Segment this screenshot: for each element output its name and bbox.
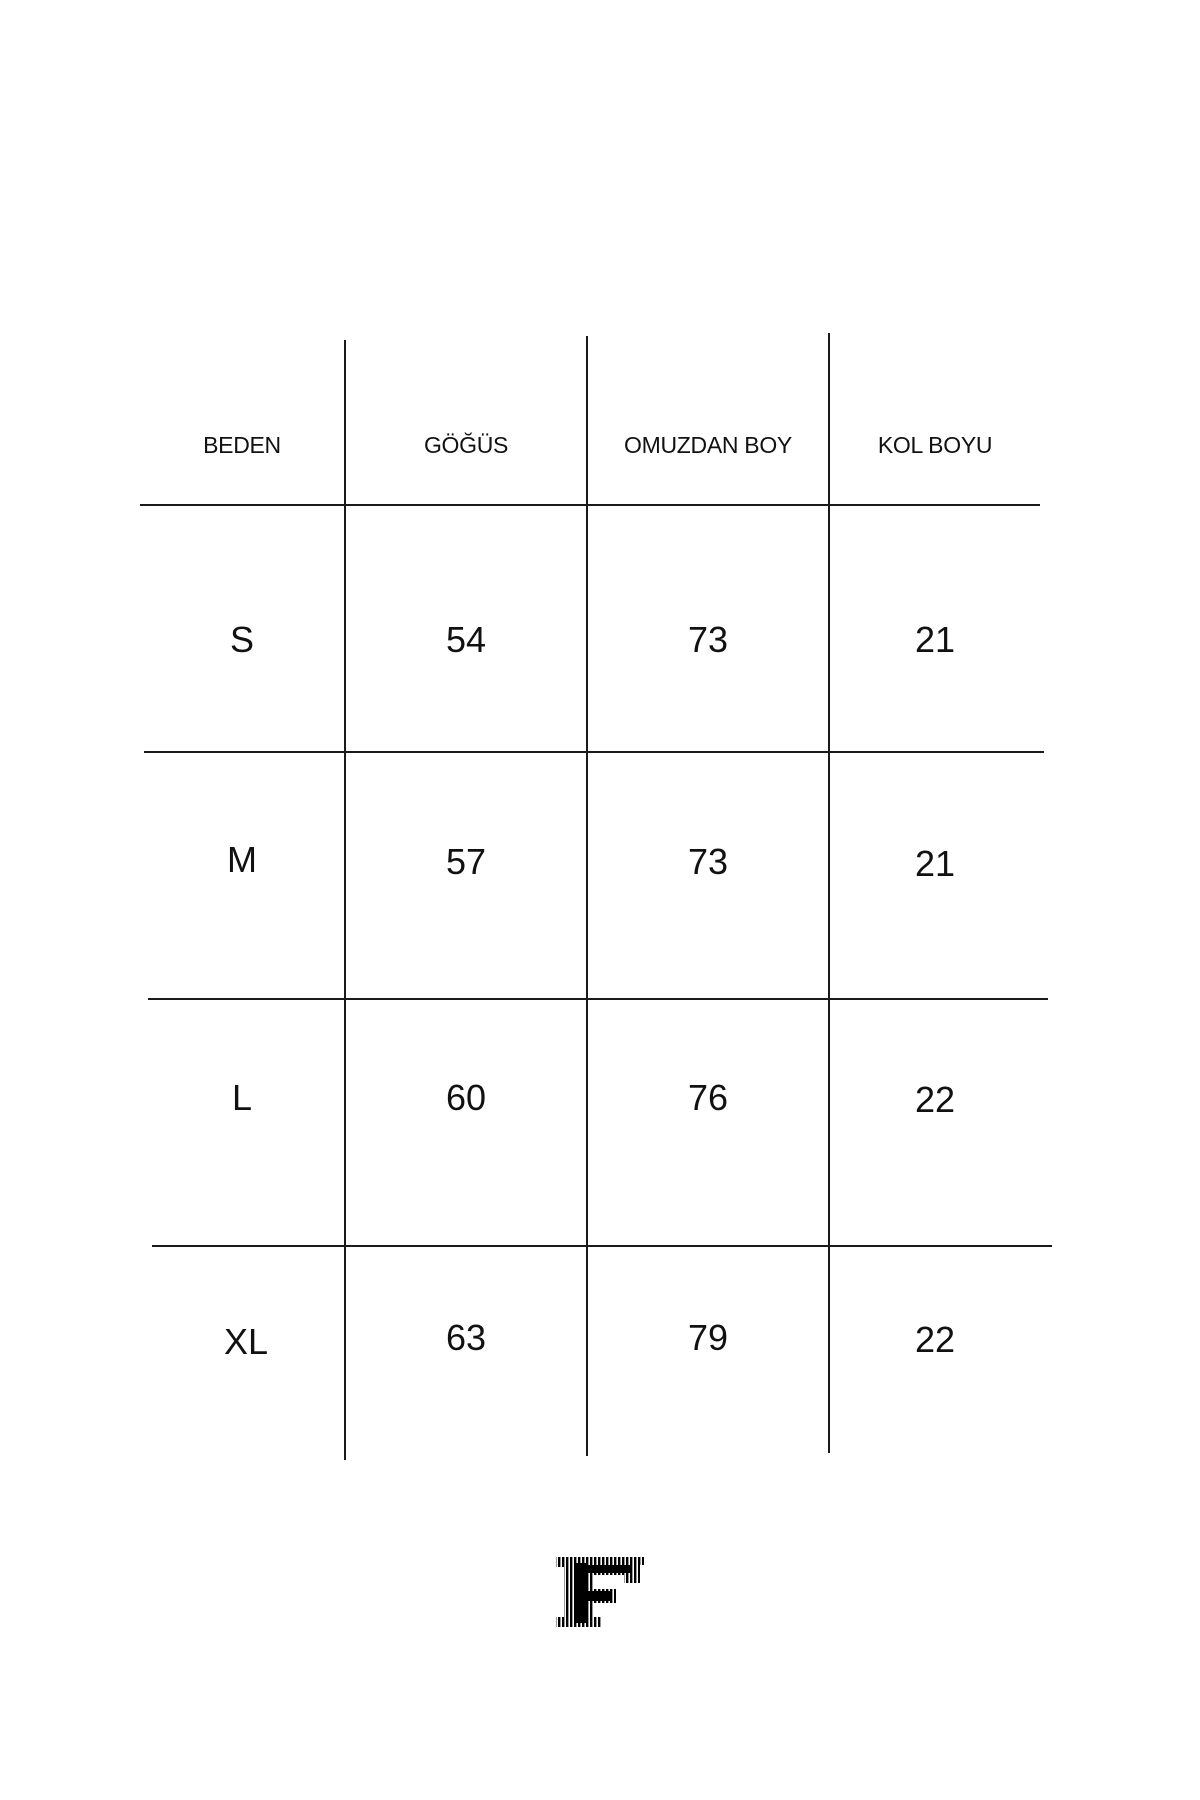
brand-logo-icon (554, 1555, 646, 1629)
row-s-omuzdan-boy: 73 (687, 619, 729, 660)
row-s-kol-boyu: 21 (914, 619, 956, 660)
row-m-gogus: 57 (445, 841, 487, 882)
row-s-gogus: 54 (445, 619, 487, 660)
row-m-kol-boyu: 21 (914, 843, 956, 884)
row-xl-beden: XL (223, 1321, 269, 1362)
row-l-beden: L (231, 1077, 253, 1118)
row-divider-4 (152, 1245, 1052, 1247)
row-divider-3 (148, 998, 1048, 1000)
row-xl-gogus: 63 (445, 1317, 487, 1358)
row-l-gogus: 60 (445, 1077, 487, 1118)
header-omuzdan-boy: OMUZDAN BOY (624, 431, 792, 458)
row-divider-1 (140, 504, 1040, 506)
row-xl-omuzdan-boy: 79 (687, 1317, 729, 1358)
row-l-omuzdan-boy: 76 (687, 1077, 729, 1118)
row-xl-kol-boyu: 22 (914, 1319, 956, 1360)
header-beden: BEDEN (203, 431, 281, 458)
row-m-omuzdan-boy: 73 (687, 841, 729, 882)
row-m-beden: M (227, 839, 257, 880)
header-kol-boyu: KOL BOYU (877, 431, 993, 458)
header-gogus: GÖĞÜS (423, 431, 509, 458)
row-divider-2 (144, 751, 1044, 753)
row-l-kol-boyu: 22 (914, 1079, 956, 1120)
row-s-beden: S (229, 619, 254, 660)
